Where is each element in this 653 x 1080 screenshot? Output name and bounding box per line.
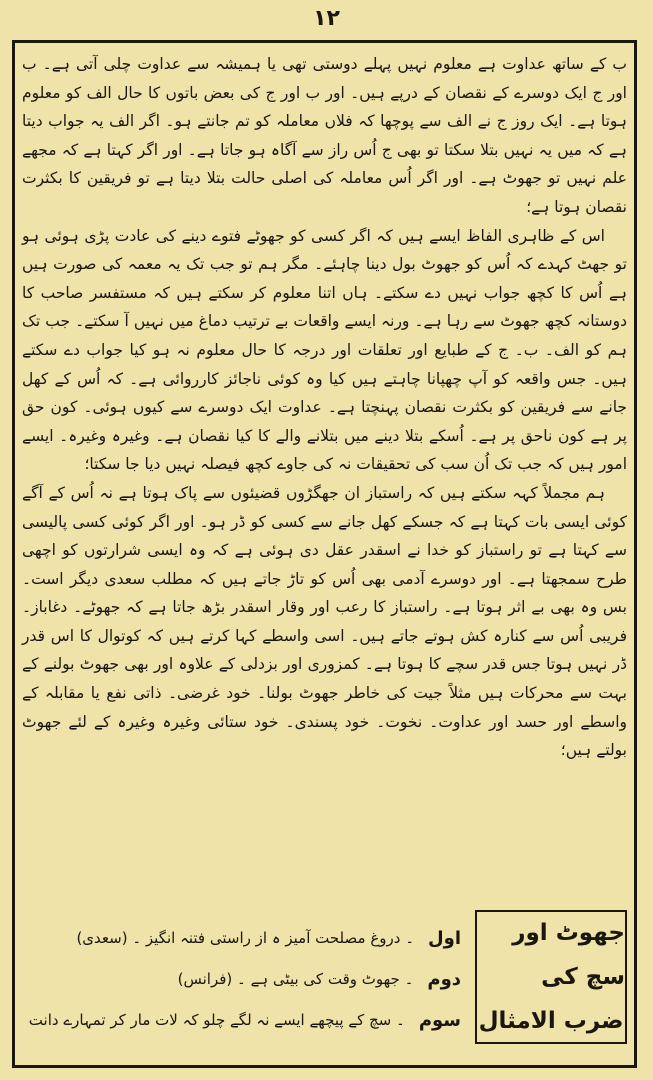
proverbs-title-box: [475, 910, 627, 1044]
paragraph-3: ہم مجملاً کہہ سکتے ہیں کہ راستباز ان جھگڑوں قضیئوں سے پاک ہوتا ہے نہ اُس کے آگے کوئی ایسی بات کہتا ہے کہ جسکے کھل جانے سے کسی کو ڈر ہو۔ اور اگر کوئی کسی پالیسی سے کہتا ہے تو راستباز کو خدا نے اسقدر عقل دی ہوئی ہے کہ وہ ایسی شرارتوں کو اچھی طرح سمجھتا ہے۔ اور دوسرے آدمی بھی اُس کو تاڑ جاتے ہیں کہ مطلب سعدی دیگر است۔ بس وہ بھی بے اثر ہوتا ہے۔ راستباز کا رعب اور وقار اسقدر بڑھ جاتا ہے کہ جھوٹے۔ دغاباز۔ فریبی اُس سے کنارہ کش ہوتے جاتے ہیں۔ اسی واسطے کہا کرتے ہیں کہ کوتوال کا اس قدر ڈر نہیں ہوتا جس قدر سچے کا ہوتا ہے۔ کمزوری اور بزدلی کے علاوہ اور بھی جھوٹ بولنے کے بہت سے محرکات ہیں مثلاً جیت کی خاطر جھوٹ بولنا۔ خود غرضی۔ ذاتی نفع یا مقابلہ کے واسطے اور حسد اور عداوت۔ نخوت۔ خود پسندی۔ خود ستائی وغیرہ وغیرہ کے لئے جھوٹ بولتے ہیں؛: [22, 483, 627, 760]
proverb-text: ۔ دروغ مصلحت آمیز ہ از راستی فتنہ انگیز ۔ (سعدی): [76, 929, 415, 947]
proverbs-title-line1: جھوٹ اور سچ کی: [512, 920, 625, 990]
proverbs-list: [21, 918, 461, 1041]
proverb-item: [21, 959, 461, 1000]
proverbs-title-line2: ضرب الامثال: [478, 1008, 624, 1034]
proverb-text: ۔ جھوٹ وقت کی بیٹی ہے ۔ (فرانس): [177, 970, 414, 988]
paragraph-2: اس کے ظاہری الفاظ ایسے ہیں کہ اگر کسی کو جھوٹے فتوے دینے کی عادت پڑی ہوئی ہو تو جھٹ کہدے کہ اُس کو جھوٹ بول دینا چاہئے۔ مگر ہم تو جب تک یہ معمہ کی صورت ہیں ہے اُس کا کچھ جواب نہیں دے سکتے۔ ہاں اتنا معلوم کر سکتے ہیں کہ مستفسر صاحب کا دوستانہ کچھ جھوٹ سے رہا ہے۔ ورنہ ایسے واقعات بے ترتیب دماغ میں نہیں آ سکتے۔ جب تک ہم کو الف۔ ب۔ ج کے طبایع اور تعلقات اور درجہ کا حال معلوم نہ ہو کیا جواب دے سکتے ہیں۔ جس واقعہ کو آپ چھپانا چاہتے ہیں کیا وہ کوئی ناجائز کارروائی ہے۔ کہ اُس کے کھل جانے سے فریقین کو بکثرت نقصان پہنچتا ہے۔ عداوت ایک دوسرے سے کیوں ہوئی۔ کون حق پر ہے کون ناحق پر ہے۔ اُسکے بتلا دینے میں بتلانے والے کا کیا نقصان ہے۔ وغیرہ وغیرہ۔ ایسے امور ہیں کہ جب تک اُن سب کی تحقیقات نہ کی جاوے کچھ فیصلہ نہیں دیا جا سکتا؛: [22, 226, 627, 474]
paragraph-1: ب کے ساتھ عداوت ہے معلوم نہیں پہلے دوستی تھی یا ہمیشہ سے عداوت چلی آتی ہے۔ ب اور ج ایک دوسرے کے نقصان کے درپے ہیں۔ اور ب اور ج کی بعض باتوں کا حال الف کو معلوم ہوتا ہے۔ ایک روز ج نے الف سے پوچھا کہ فلاں معاملہ کو تم جانتے ہو۔ اگر الف یہ جواب دیتا ہے کہ میں یہ نہیں بتلا سکتا تو بھی ج اُس راز سے آگاہ ہو جاتا ہے۔ اور اگر کہتا ہے کہ مجھے علم نہیں تو جھوٹ ہے۔ اور اگر اُس معاملہ کی اصلی حالت بتلا دیتا ہے تو فریقین کا بکثرت نقصان ہوتا ہے؛: [22, 55, 627, 216]
proverbs-section: [22, 908, 627, 1058]
proverb-item: [21, 918, 461, 959]
proverb-label: اول: [428, 928, 461, 949]
proverb-label: سوم: [418, 1010, 461, 1031]
proverb-text: ۔ سچ کے پیچھے ایسے نہ لگے چلو کہ لات مار کر تمہارے دانت: [28, 1011, 405, 1029]
proverb-item: [21, 1000, 461, 1041]
proverb-label: دوم: [427, 969, 461, 990]
page-number: ۱۲: [313, 6, 340, 31]
body-text: [22, 50, 627, 765]
